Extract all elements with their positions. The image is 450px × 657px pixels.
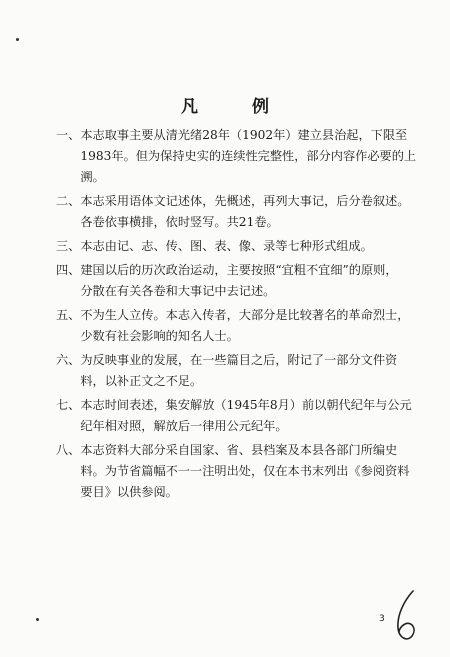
- item-line: 本志资料大部分采自国家、省、县档案及本县各部门所编史: [80, 443, 398, 457]
- page-title: 凡 例: [181, 97, 293, 117]
- item-line: 本志时间表述，集安解放（1945年8月）前以朝代纪年与公元: [80, 398, 412, 412]
- item-line: 要目》以供参阅。: [80, 485, 178, 499]
- item-line: 本志采用语体文记述体，先概述，再列大事记，后分卷叙述。: [80, 194, 410, 208]
- item-line: 各卷依事横排，依时竖写。共21卷。: [80, 215, 279, 229]
- item-line: 分散在有关各卷和大事记中去记述。: [80, 284, 276, 298]
- item-text: [80, 191, 412, 233]
- list-item: [56, 236, 412, 257]
- list-item: [56, 440, 412, 503]
- item-line: 纪年相对照，解放后一律用公元纪年。: [80, 419, 288, 433]
- list-item: [56, 125, 417, 188]
- item-text: [80, 260, 412, 302]
- list-item: [56, 350, 412, 392]
- item-text: [80, 236, 412, 257]
- item-list: [56, 125, 417, 506]
- item-number: 七、: [56, 398, 81, 412]
- item-line: 料，以补正文之不足。: [80, 374, 203, 388]
- item-number: 一、: [56, 128, 81, 142]
- item-line: 本志取事主要从清光绪28年（1902年）建立县治起，下限至: [80, 128, 408, 142]
- item-number: 四、: [56, 263, 81, 277]
- item-line: 为反映事业的发展，在一些篇目之后，附记了一部分文件资: [80, 353, 398, 367]
- item-number: 三、: [56, 239, 81, 253]
- item-number: 二、: [56, 194, 81, 208]
- item-text: [80, 350, 412, 392]
- list-item: [56, 305, 412, 347]
- list-item: [56, 260, 412, 302]
- item-text: [80, 305, 412, 347]
- item-line: 溯。: [80, 170, 105, 184]
- item-line: 不为生人立传。本志入传者，大部分是比较著名的革命烈士，: [80, 308, 410, 322]
- item-line: 建国以后的历次政治运动，主要按照“宜粗不宜细”的原则，: [80, 263, 398, 277]
- item-line: 少数有社会影响的知名人士。: [80, 329, 239, 343]
- page-number: 3: [379, 614, 385, 624]
- item-number: 八、: [56, 443, 81, 457]
- list-item: [56, 191, 412, 233]
- item-number: 五、: [56, 308, 81, 322]
- handwritten-number-mark: [391, 588, 421, 644]
- item-line: 本志由记、志、传、图、表、像、录等七种形式组成。: [80, 239, 373, 253]
- scan-speck: [36, 618, 39, 621]
- item-text: [80, 440, 412, 503]
- item-number: 六、: [56, 353, 81, 367]
- item-text: [80, 395, 412, 437]
- list-item: [56, 395, 412, 437]
- item-line: 料。为节省篇幅不一一注明出处，仅在本书末列出《参阅资料: [80, 464, 410, 478]
- item-text: [80, 125, 416, 188]
- scan-speck: [16, 38, 19, 41]
- item-line: 1983年。但为保持史实的连续性完整性，部分内容作必要的上: [80, 149, 417, 163]
